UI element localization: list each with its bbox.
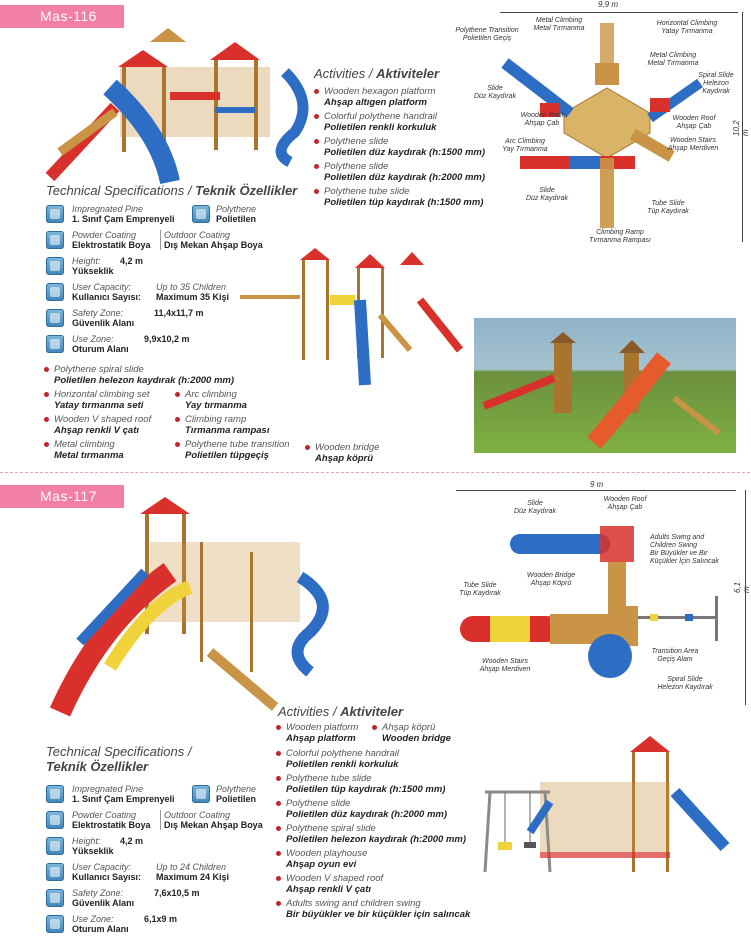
height-icon xyxy=(46,257,64,275)
list-item: Wooden V shaped roof Ahşap renkli V çatı xyxy=(44,414,174,436)
plan-label: Arc Climbing Yay Tırmanma xyxy=(502,138,548,153)
plan-label: Horizontal Climbing Yatay Tırmanma xyxy=(656,20,718,35)
product-render-mas116 xyxy=(40,12,320,192)
plan-label: Slide Düz Kaydırak xyxy=(473,85,517,100)
activities-list-mas116-extra xyxy=(44,364,464,389)
section-divider xyxy=(0,472,750,473)
spec-height: Height: Yükseklik 4,2 m xyxy=(46,256,246,278)
list-item: Arc climbing Yay tırmanma xyxy=(175,389,305,411)
list-item: Wooden hexagon platform Ahşap altıgen platform xyxy=(314,86,514,108)
list-item: Polythene slide Polietilen düz kaydırak (h:2000 mm) xyxy=(314,161,514,183)
list-item: Colorful polythene handrail Polietilen renkli korkuluk xyxy=(276,748,506,770)
spec-height: Height: Yükseklik 4,2 m xyxy=(46,836,246,858)
activities-list-mas117 xyxy=(276,722,372,747)
product-tag-mas117: Mas-117 xyxy=(0,485,124,508)
list-item: Adults swing and children swing Bir büyükler ve bir küçükler için salıncak xyxy=(276,898,506,920)
list-item: Polythene slide Polietilen düz kaydırak (h:2000 mm) xyxy=(276,798,506,820)
plan-label: Wooden Stairs Ahşap Merdiven xyxy=(479,658,531,673)
spec-capacity: User Capacity: Kullanıcı Sayısı: Up to 24 Children Maximum 24 Kişi xyxy=(46,862,276,884)
plan-depth-label: 10,2 m xyxy=(732,120,750,136)
activities-title-mas116: Activities / Aktiviteler xyxy=(314,66,440,81)
plan-label: Slide Düz Kaydırak xyxy=(525,187,569,202)
list-item: Climbing ramp Tırmanma rampası xyxy=(175,414,305,436)
list-item: Polythene tube slide Polietilen tüp kaydırak (h:1500 mm) xyxy=(314,186,514,208)
polythene-icon xyxy=(192,205,210,223)
spec-material: Impregnated Pine 1. Sınıf Çam Emprenyeli Polythene Polietilen xyxy=(46,204,316,226)
product-render-mas117-side xyxy=(480,722,740,922)
use-zone-icon xyxy=(46,915,64,933)
pine-icon xyxy=(46,205,64,223)
list-item: Wooden playhouse Ahşap oyun evi xyxy=(276,848,506,870)
spec-coating: Powder Coating Elektrostatik Boya Outdoor Coating Dış Mekan Ahşap Boya xyxy=(46,810,276,832)
roof-icon xyxy=(118,50,168,67)
spec-coating: Powder Coating Elektrostatik Boya Outdoor Coating Dış Mekan Ahşap Boya xyxy=(46,230,316,252)
plan-depth-label: 6,1 m xyxy=(733,581,751,593)
plan-diagram-mas116 xyxy=(440,0,750,250)
plan-label: Transition Area Geçiş Alanı xyxy=(651,648,699,663)
spec-capacity: User Capacity: Kullanıcı Sayısı: Up to 35 Children Maximum 35 Kişi xyxy=(46,282,306,304)
activities-title-mas117: Activities / Aktiviteler xyxy=(278,704,404,719)
list-item: Polythene tube transition Polietilen tüpgeçiş xyxy=(175,439,305,461)
product-render-mas117 xyxy=(40,492,340,722)
plan-label: Tube Slide Tüp Kaydırak xyxy=(459,582,501,597)
activities-col xyxy=(305,442,415,467)
tech-title-mas117: Technical Specifications / Teknik Özellikler xyxy=(46,744,192,774)
pine-icon xyxy=(46,785,64,803)
spec-use-zone: Use Zone: Oturum Alanı 9,9x10,2 m xyxy=(46,334,266,356)
activities-col xyxy=(276,748,506,923)
users-icon xyxy=(46,283,64,301)
plan-label: Wooden Bridge Ahşap Köprü xyxy=(526,572,576,587)
spec-safety: Safety Zone: Güvenlik Alanı 11,4x11,7 m xyxy=(46,308,266,330)
coating-icon xyxy=(46,811,64,829)
plan-label: Wooden Stairs Ahşap Merdiven xyxy=(667,137,719,152)
plan-label: Spiral Slide Helezon Kaydırak xyxy=(698,72,734,95)
plan-label: Climbing Ramp Tırmanma Rampası xyxy=(589,229,651,244)
plan-label: Wooden Roof Ahşap Çab xyxy=(672,115,716,130)
users-icon xyxy=(46,863,64,881)
tech-title-mas116: Technical Specifications / Teknik Özellikler xyxy=(46,183,298,198)
coating-icon xyxy=(46,231,64,249)
plan-label: Metal Climbing Metal Tırmanma xyxy=(533,17,585,32)
list-item: Wooden platform Ahşap platform xyxy=(276,722,372,744)
product-photo-mas116 xyxy=(474,318,736,453)
list-item: Horizontal climbing set Yatay tırmanma seti xyxy=(44,389,174,411)
list-item: Polythene slide Polietilen düz kaydırak (h:1500 mm) xyxy=(314,136,514,158)
list-item: Wooden bridge Ahşap köprü xyxy=(305,442,415,464)
list-item: Metal climbing Metal tırmanma xyxy=(44,439,174,461)
list-item: Ahşap köprü Wooden bridge xyxy=(372,722,468,744)
list-item: Colorful polythene handrail Polietilen renkli korkuluk xyxy=(314,111,514,133)
safety-zone-icon xyxy=(46,309,64,327)
plan-diagram-mas117 xyxy=(450,476,750,706)
safety-zone-icon xyxy=(46,889,64,907)
plan-label: Metal Climbing Metal Tırmanma xyxy=(647,52,699,67)
spec-use-zone: Use Zone: Oturum Alanı 6,1x9 m xyxy=(46,914,266,936)
plan-label: Polythene Transition Polietilen Geçiş xyxy=(455,27,519,42)
list-item: Wooden V shaped roof Ahşap renkli V çatı xyxy=(276,873,506,895)
spec-material: Impregnated Pine 1. Sınıf Çam Emprenyeli Polythene Polietilen xyxy=(46,784,276,806)
plan-width-label: 9 m xyxy=(590,480,604,489)
list-item: Polythene spiral slide Polietilen helezon kaydırak (h:2000 mm) xyxy=(44,364,274,386)
plan-label: Adults Swing and Children Swing Bir Büyükler ve Bir Küçükler İçin Salıncak xyxy=(650,534,719,565)
activities-col xyxy=(175,389,305,464)
spec-safety: Safety Zone: Güvenlik Alanı 7,6x10,5 m xyxy=(46,888,266,910)
polythene-icon xyxy=(192,785,210,803)
activities-col xyxy=(372,722,468,747)
height-icon xyxy=(46,837,64,855)
plan-label: Tube Slide Tüp Kaydırak xyxy=(647,200,689,215)
use-zone-icon xyxy=(46,335,64,353)
product-tag-mas116: Mas-116 xyxy=(0,5,124,28)
plan-label: Wooden Roof Ahşap Çab xyxy=(520,112,564,127)
list-item: Polythene spiral slide Polietilen helezon kaydırak (h:2000 mm) xyxy=(276,823,506,845)
plan-label: Slide Düz Kaydırak xyxy=(513,500,557,515)
activities-col xyxy=(44,389,174,464)
plan-label: Wooden Roof Ahşap Çab xyxy=(603,496,647,511)
list-item: Polythene tube slide Polietilen tüp kaydırak (h:1500 mm) xyxy=(276,773,506,795)
plan-label: Spiral Slide Helezon Kaydırak xyxy=(657,676,713,691)
plan-width-label: 9,9 m xyxy=(598,0,619,9)
